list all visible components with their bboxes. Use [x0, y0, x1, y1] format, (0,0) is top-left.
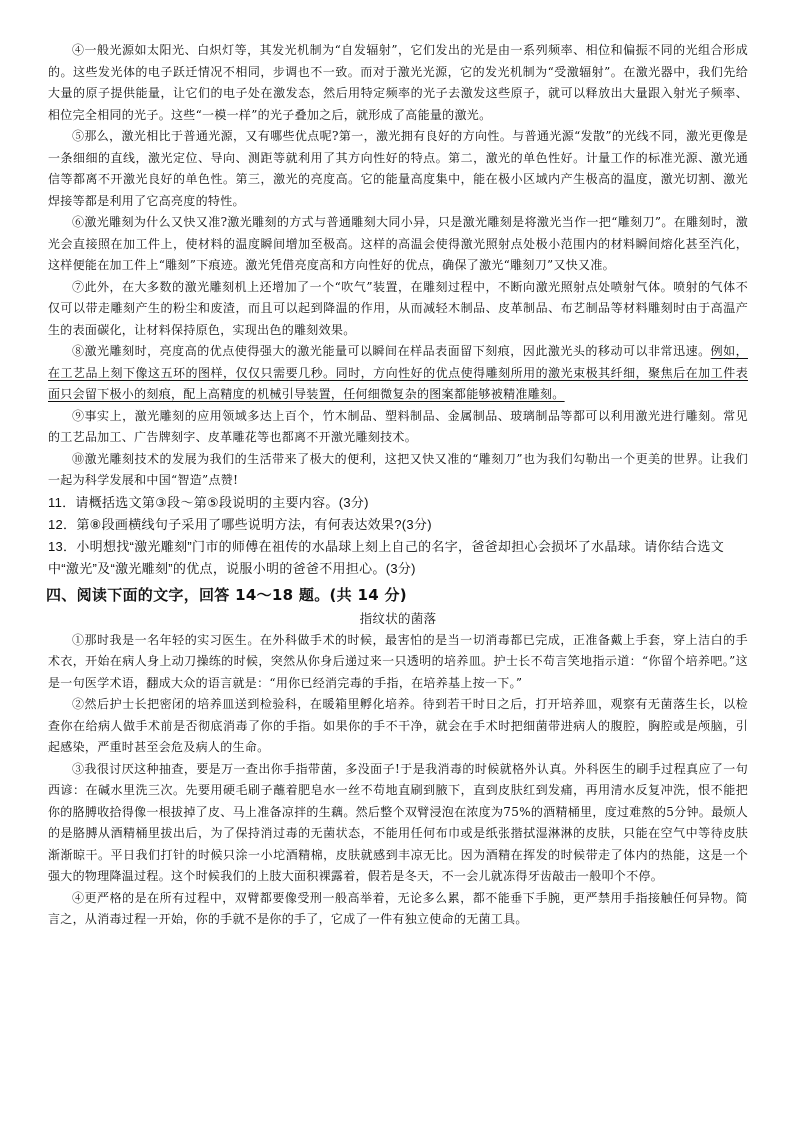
- exam-page: [48, 40, 748, 931]
- paragraph-8-plain: ⑧激光雕刻时，亮度高的优点使得强大的激光能量可以瞬间在样品表面留下刻痕，因此激光头的移动可以非常迅速。: [72, 344, 711, 358]
- article-paragraph-3: ③我很讨厌这种抽查，要是万一查出你手指带菌，多没面子!于是我消毒的时候就格外认真。外科医生的刷手过程真应了一句西谚：在碱水里洗三次。先要用硬毛刷子蘸着肥皂水一丝不苟地直刷到腋下，直到皮肤红到发痛，再用清水反复冲洗，恨不能把你的胳膊收拾得像一根拔掉了皮、马上准备凉拌的生藕。然后整个双臂浸泡在浓度为75%的酒精桶里，度过难熬的5分钟。最烦人的是胳膊从酒精桶里拔出后，为了保持消过毒的无菌状态，不能用任何布巾或是纸张揩拭湿淋淋的皮肤，只能在空气中等待皮肤渐渐晾干。平日我们打针的时候只涂一小坨酒精棉，皮肤就感到丰凉无比。因为酒精在挥发的时候带走了体内的热能，这是一个强大的物理降温过程。这个时候我们的上肢大面积裸露着，假若是冬天，不一会儿就冻得牙齿敲击一般叩个不停。: [48, 761, 748, 883]
- passage-paragraph-8: [48, 341, 748, 406]
- passage-paragraph-6: ⑥激光雕刻为什么又快又准?激光雕刻的方式与普通雕刻大同小异，只是激光雕刻是将激光当作一把“雕刻刀”。在雕刻时，激光会直接照在加工件上，使材料的温度瞬间增加至极高。这样的高温会使得激光照射点处极小范围内的材料瞬间熔化甚至汽化，这样便能在加工件上“雕刻”下痕迹。激光凭借亮度高和方向性好的优点，确保了激光“雕刻刀”又快又准。: [48, 215, 748, 272]
- question-11: 11．请概括选文第③段～第⑤段说明的主要内容。(3分): [48, 494, 369, 510]
- article-paragraph-2: ②然后护士长把密闭的培养皿送到检验科，在暖箱里孵化培养。待到若干时日之后，打开培养皿，观察有无菌落生长，以检查你在给病人做手术前是否彻底消毒了你的手指。如果你的手不干净，就会在手术时把细菌带进病人的腹腔，胸腔或是颅脑，引起感染，严重时甚至会危及病人的生命。: [48, 697, 748, 754]
- question-13: 13．小明想找“激光雕刻”门市的师傅在祖传的水晶球上刻上自己的名字，爸爸却担心会损坏了水晶球。请你结合选文中“激光”及“激光雕刻”的优点，说服小明的爸爸不用担心。(3分): [48, 538, 725, 576]
- section-4-heading: 四、阅读下面的文字，回答 14～18 题。(共 14 分): [46, 585, 407, 604]
- question-12: 12．第⑧段画横线句子采用了哪些说明方法，有何表达效果?(3分): [48, 516, 432, 532]
- article-paragraph-1: ①那时我是一名年轻的实习医生。在外科做手术的时候，最害怕的是当一切消毒都已完成，正准备戴上手套，穿上洁白的手术衣，开始在病人身上动刀操练的时候，突然从你身后递过来一只透明的培养皿。护士长不苟言笑地指示道：“你留个培养吧。”这是一句医学术语，翻成大众的语言就是：“用你已经消完毒的手指，在培养基上按一下。”: [48, 632, 748, 690]
- passage-paragraph-7: ⑦此外，在大多数的激光雕刻机上还增加了一个“吹气”装置，在雕刻过程中，不断向激光照射点处喷射气体。喷射的气体不仅可以带走雕刻产生的粉尘和废渣，而且可以起到降温的作用，从而减轻木制品、皮革制品、布艺制品等材料雕刻时由于高温产生的表面碳化，让材料保持原色，实现出色的雕刻效果。: [48, 279, 748, 337]
- passage-paragraph-9: ⑨事实上，激光雕刻的应用领域多达上百个，竹木制品、塑料制品、金属制品、玻璃制品等都可以利用激光进行雕刻。常见的工艺品加工、广告牌刻字、皮革雕花等也都离不开激光雕刻技术。: [48, 408, 748, 444]
- article-title: 指纹状的菌落: [359, 610, 437, 626]
- paragraph-8-underlined: 例如，在工艺品上刻下像这五环的图样，仅仅只需要几秒。同时，方向性好的优点使得雕刻所用的激光束极其纤细，聚焦后在加工件表面只会留下极小的刻痕，配上高精度的机械引导装置，任何细微复杂的图案都能够被精准雕刻。: [48, 344, 748, 401]
- passage-paragraph-10: ⑩激光雕刻技术的发展为我们的生活带来了极大的便利，这把又快又准的“雕刻刀”也为我们勾勒出一个更美的世界。让我们一起为科学发展和中国“智造”点赞!: [48, 451, 748, 487]
- passage-paragraph-5: ⑤那么，激光相比于普通光源，又有哪些优点呢?第一，激光拥有良好的方向性。与普通光源“发散”的光线不同，激光更像是一条细细的直线，激光定位、导向、测距等就利用了其方向性好的特点。第二，激光的单色性好。计量工作的标准光源、激光通信等都离不开激光良好的单色性。第三，激光的亮度高。它的能量高度集中，能在极小区域内产生极高的温度，激光切割、激光焊接等都是利用了它高亮度的特性。: [48, 129, 748, 208]
- passage-paragraph-4: ④一般光源如太阳光、白炽灯等，其发光机制为“自发辐射”，它们发出的光是由一系列频率、相位和偏振不同的光组合形成的。这些发光体的电子跃迁情况不相同，步调也不一致。而对于激光光源，它的发光机制为“受激辐射”。在激光器中，我们先给大量的原子提供能量，让它们的电子处在激发态，然后用特定频率的光子去激发这些原子，就可以释放出大量跟入射光子频率、相位完全相同的光子。这些“一模一样”的光子叠加之后，就形成了高能量的激光。: [48, 43, 748, 122]
- article-paragraph-4: ④更严格的是在所有过程中，双臂都要像受刑一般高举着，无论多么累，都不能垂下手腕，更严禁用手指接触任何异物。简言之，从消毒过程一开始，你的手就不是你的手了，它成了一件有独立使命的无菌工具。: [48, 890, 748, 926]
